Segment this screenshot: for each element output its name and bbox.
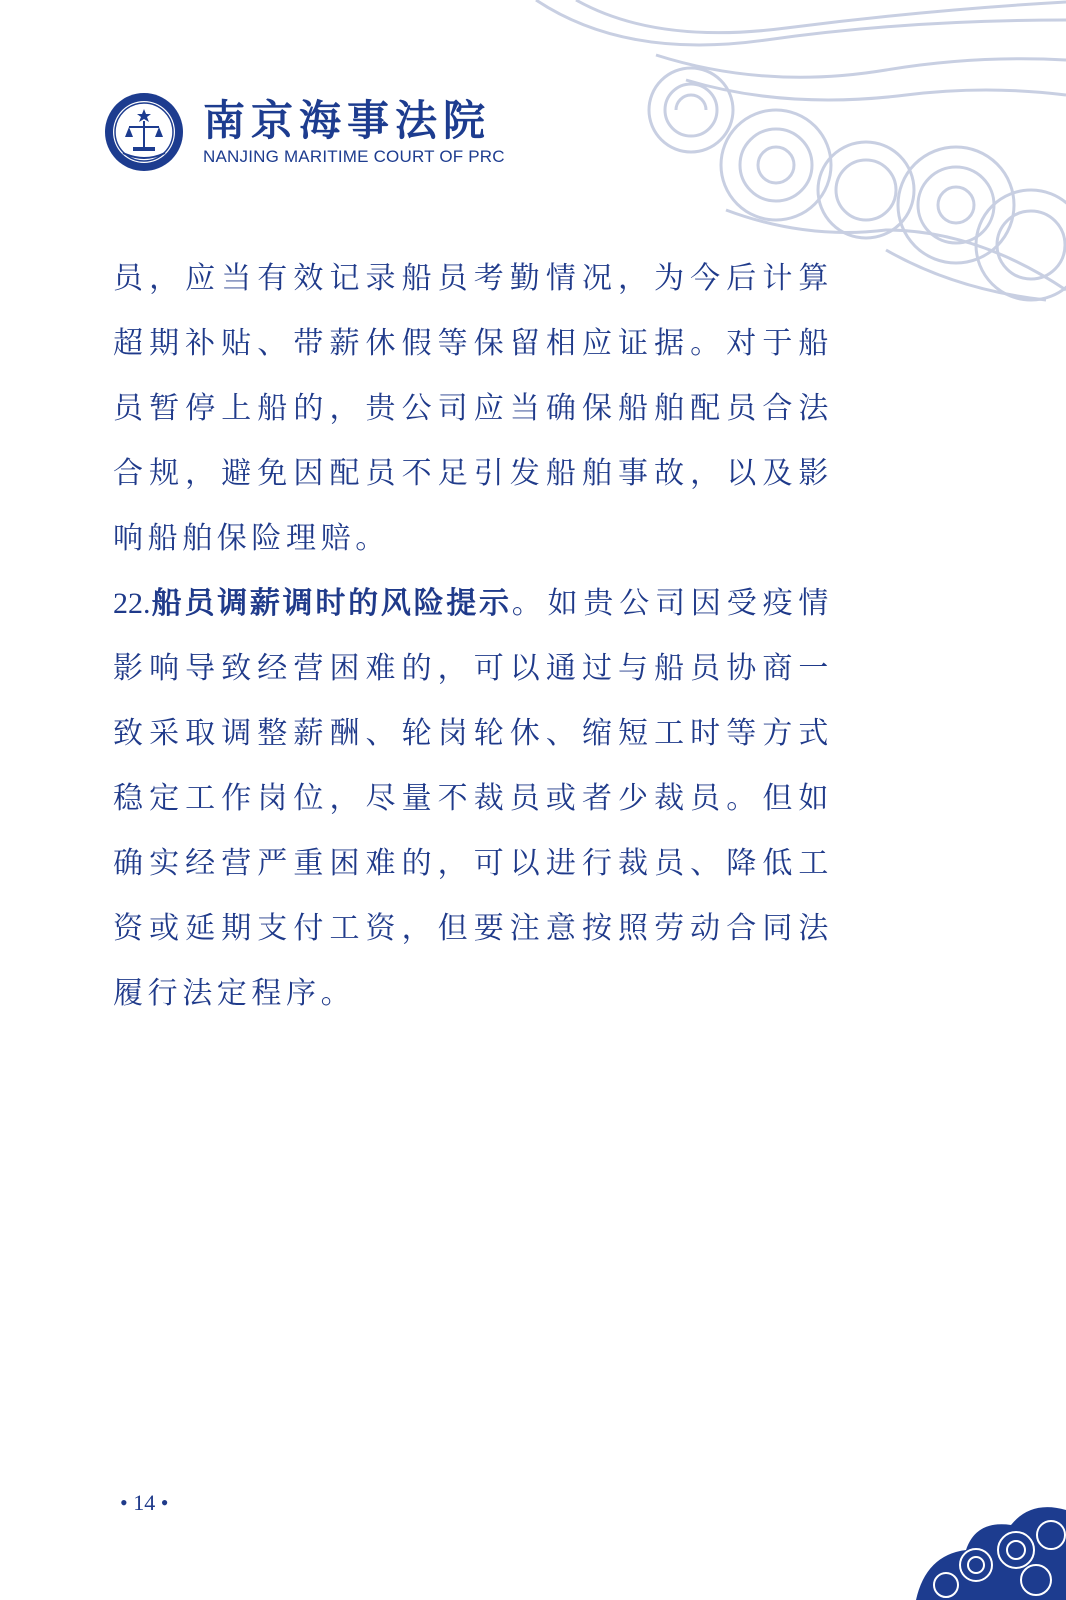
title-block xyxy=(203,97,505,167)
court-emblem-icon xyxy=(103,91,185,173)
item-22-number: 22. xyxy=(113,587,151,620)
court-name-cn: 南京海事法院 xyxy=(203,96,492,145)
header xyxy=(103,92,505,172)
court-name-en: NANJING MARITIME COURT OF PRC xyxy=(203,147,505,166)
item-22-title: 船员调薪调时的风险提示 xyxy=(150,586,512,621)
item-22-text: 。如贵公司因受疫情影响导致经营困难的，可以通过与船员协商一致采取调整薪酬、轮岗轮休、缩短工时等方式稳定工作岗位，尽量不裁员或者少裁员。但如确实经营严重困难的，可以进行裁员、降低工资或延期支付工资，但要注意按照劳动合同法履行法定程序。 xyxy=(113,586,834,1011)
page-number: • 14 • xyxy=(120,1490,169,1515)
paragraph-continued: 员，应当有效记录船员考勤情况，为今后计算超期补贴、带薪休假等保留相应证据。对于船员暂停上船的，贵公司应当确保船舶配员合法合规，避免因配员不足引发船舶事故，以及影响船舶保险理赔。 xyxy=(113,261,833,556)
item-22-heading xyxy=(113,586,512,621)
cloud-decoration-bottom-icon xyxy=(916,1495,1066,1600)
item-22-paragraph xyxy=(113,571,833,1026)
body-text xyxy=(113,246,833,1026)
